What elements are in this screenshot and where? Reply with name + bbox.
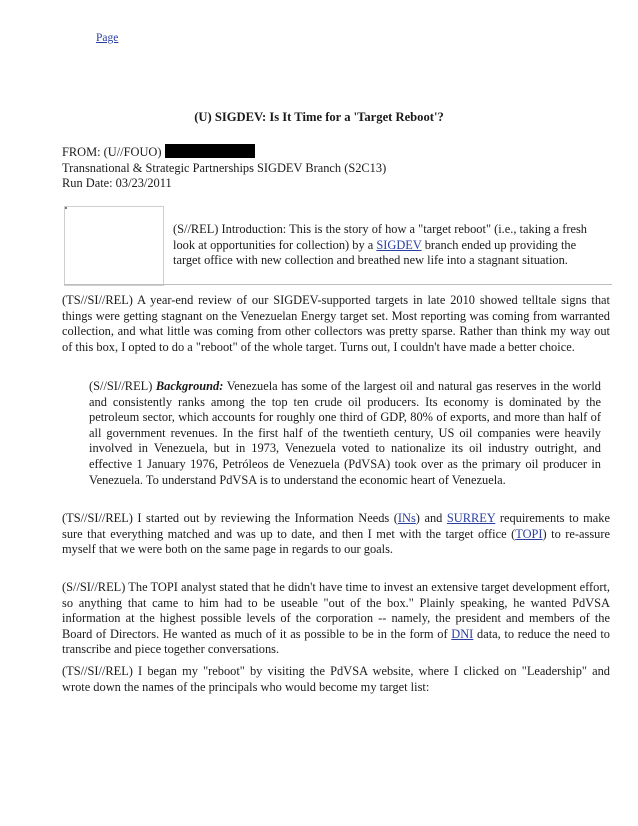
page-link[interactable]: Page — [96, 32, 119, 44]
paragraph-requirements — [62, 511, 610, 558]
from-block — [62, 144, 602, 192]
p3-text-4: ) to re-assure myself that we were both on the same page in regards to our goals. — [62, 526, 610, 557]
intro-text-before: (S//REL) Introduction: This is the story of how a "target reboot" (i.e., taking a fresh look at opportunities for collection) by a — [173, 222, 587, 252]
surrey-link[interactable]: SURREY — [446, 511, 496, 525]
redaction-bar — [165, 144, 255, 158]
organization-line: Transnational & Strategic Partnerships SIGDEV Branch (S2C13) — [62, 160, 387, 175]
p4-text-1: (S//SI//REL) The TOPI analyst stated that he didn't have time to invest an extensive target development effort, so anything that came to him had to be useable "out of the box." Plainly speaking, he wanted PdVSA information at the highest possible levels of the corporation -- namely, the president and members of the Board of Directors. He wanted as much of it as possible to be in the form of — [62, 580, 610, 641]
document-title: (U) SIGDEV: Is It Time for a 'Target Reboot'? — [194, 110, 444, 124]
divider — [64, 284, 612, 285]
background-label: Background: — [155, 379, 224, 393]
p3-text-3: requirements to make sure that everything matched and was up to date, and then I met with the target office ( — [62, 511, 610, 541]
paragraph-review: (TS//SI//REL) A year-end review of our SIGDEV-supported targets in late 2010 showed telltale signs that things were getting stagnant on the Venezuelan Energy target set. Most reporting was coming from warranted collection, and what little was coming from other collectors was pretty sparse. Rather than think my way out of this box, I opted to do a "reboot" of the whole target. Turns out, I couldn't have made a better choice. — [62, 293, 610, 354]
topi-link[interactable]: TOPI — [515, 526, 543, 541]
p3-text-2: ) and — [415, 511, 447, 525]
image-placeholder — [64, 206, 164, 286]
paragraph-topi-analyst — [62, 580, 610, 658]
ins-link[interactable]: INs — [397, 511, 416, 525]
dni-link[interactable]: DNI — [451, 626, 474, 641]
background-text: Venezuela has some of the largest oil and natural gas reserves in the world and consistently ranks among the top ten crude oil producers. Its economy is dominated by the petroleum sector, which accounts for roughly one third of GDP, 80% of exports, and more than half of all government revenues. In the first half of the twentieth century, US oil companies were heavily involved in Venezuela, but in 1973, Venezuela voted to nationalize its oil industry outright, and effective 1 January 1976, Petróleos de Venezuela (PdVSA) took over as the primary oil producer in Venezuela. To understand PdVSA is to understand the economic heart of Venezuela. — [89, 379, 601, 487]
run-date: Run Date: 03/23/2011 — [62, 176, 172, 191]
from-line — [62, 144, 602, 161]
from-label: FROM: (U//FOUO) — [62, 145, 162, 159]
paragraph-background — [89, 379, 601, 488]
paragraph-reboot: (TS//SI//REL) I began my "reboot" by visiting the PdVSA website, where I clicked on "Leadership" and wrote down the names of the principals who would become my target list: — [62, 664, 610, 694]
sigdev-link[interactable]: SIGDEV — [376, 237, 422, 252]
background-prefix: (S//SI//REL) — [89, 379, 156, 393]
intro-paragraph — [173, 222, 605, 269]
intro-text-after: branch ended up providing the target office with new collection and breathed new life into a stagnant situation. — [173, 237, 577, 268]
p4-text-2: data, to reduce the need to transcribe and piece together conversations. — [62, 626, 611, 657]
p3-text-1: (TS//SI//REL) I started out by reviewing the Information Needs ( — [62, 511, 398, 525]
